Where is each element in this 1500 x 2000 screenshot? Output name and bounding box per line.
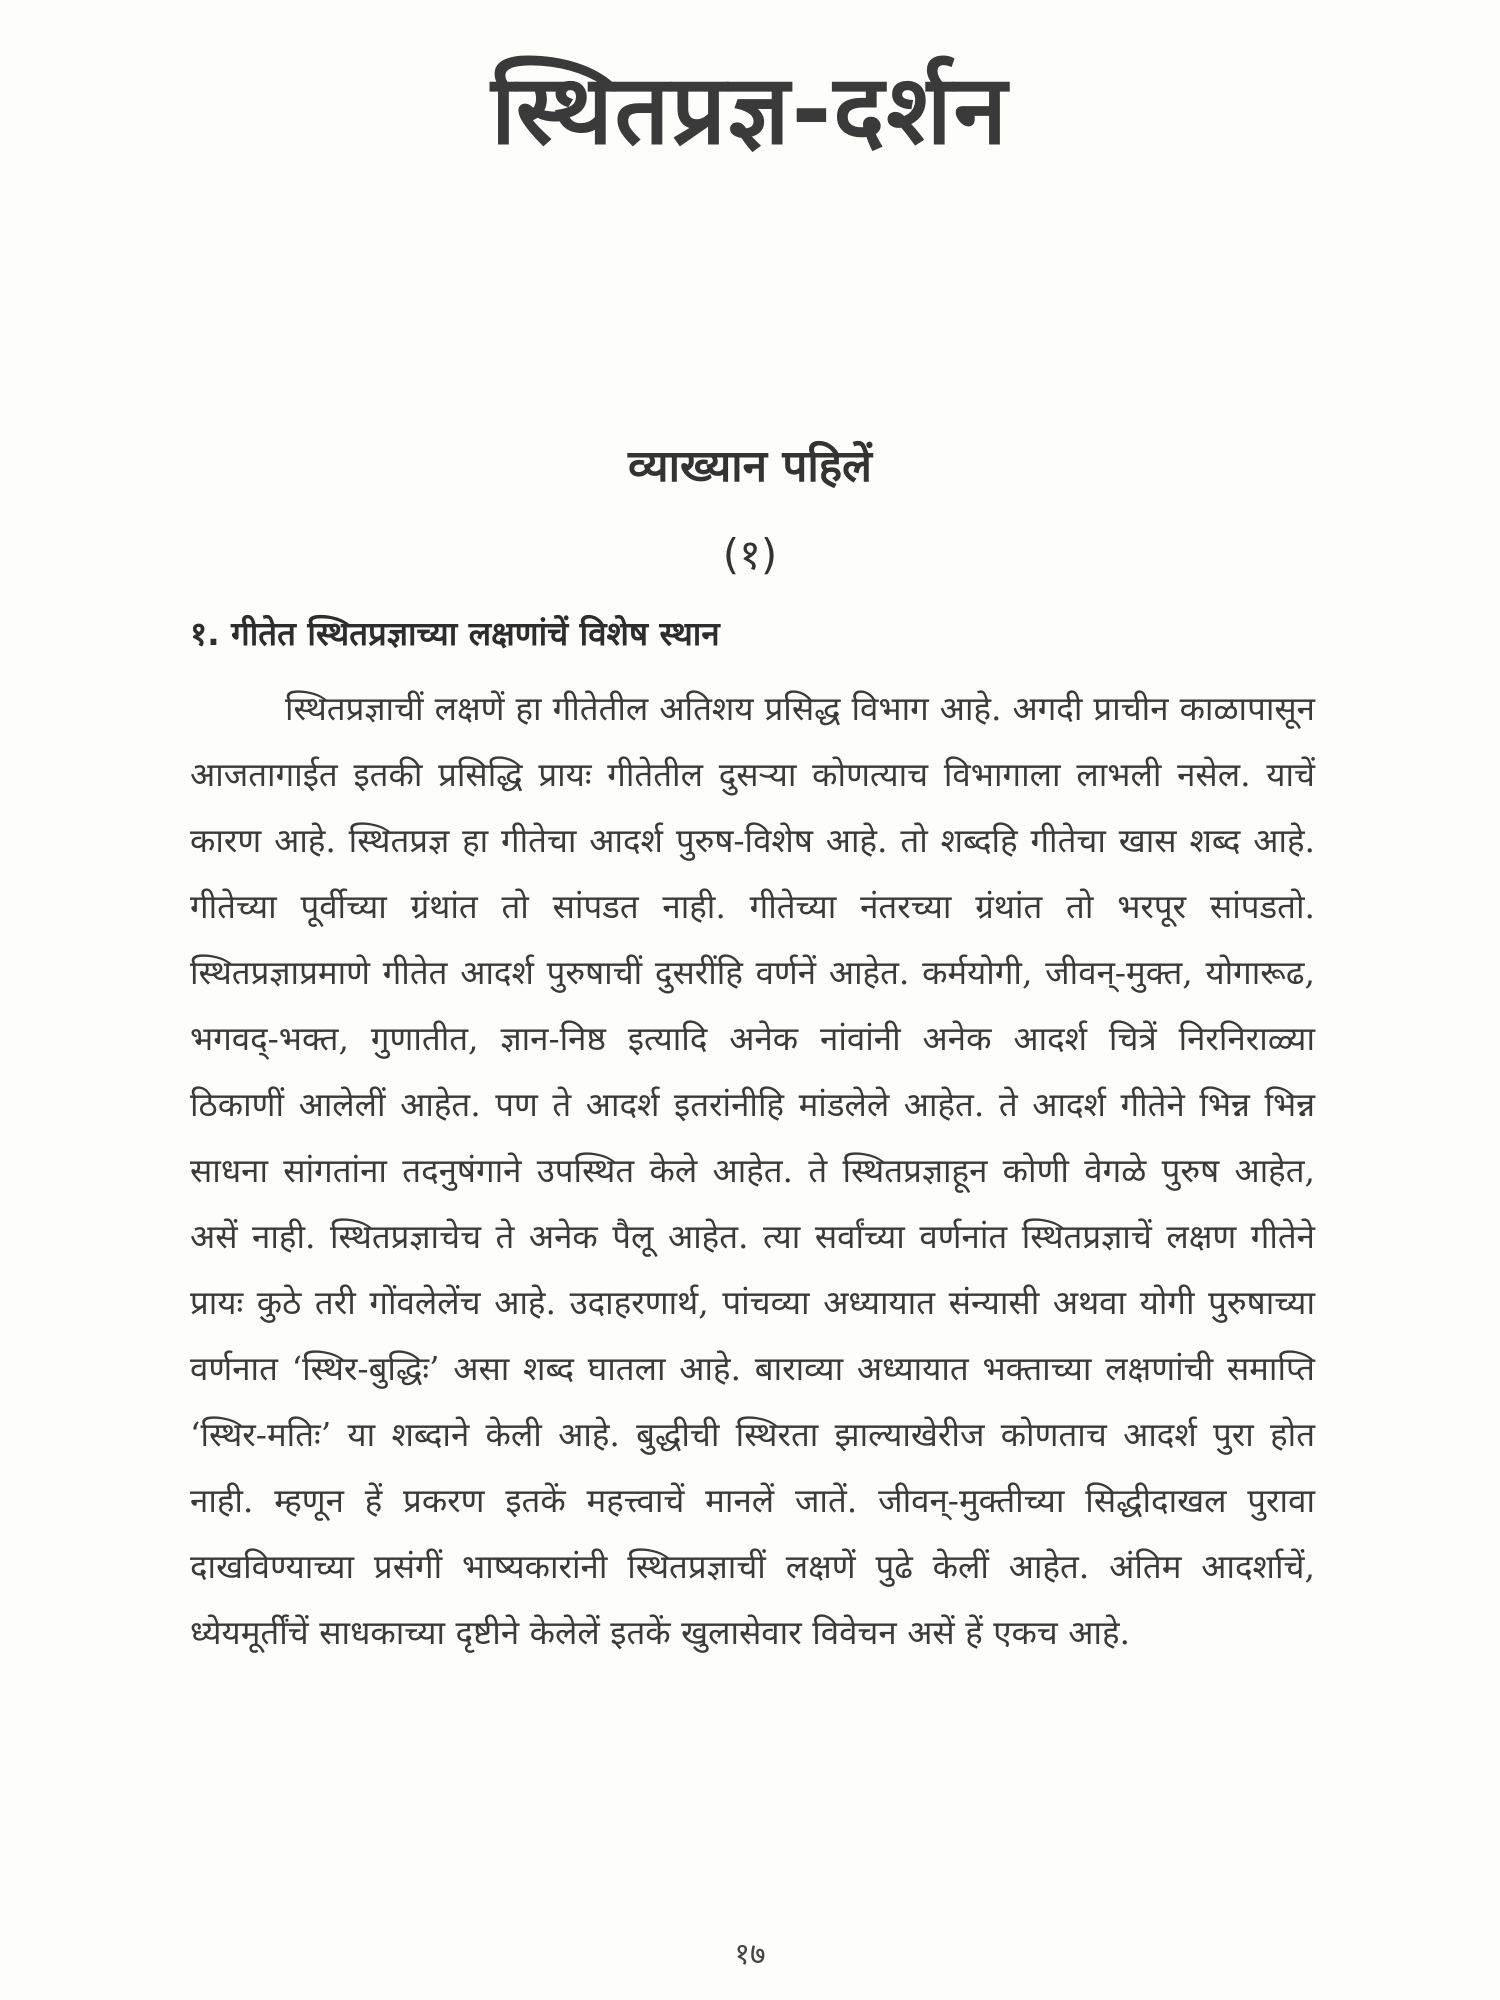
book-title: स्थितप्रज्ञ-दर्शन xyxy=(491,54,1009,166)
body-paragraph: स्थितप्रज्ञाचीं लक्षणें हा गीतेतील अतिशय प्रसिद्ध विभाग आहे. अगदी प्राचीन काळापासून आजतागाईत इतकी प्रसिद्धि प्रायः गीतेतील दुसऱ्या कोणत्याच विभागाला लाभली नसेल. याचें कारण आहे. स्थितप्रज्ञ हा गीतेचा आदर्श पुरुष-विशेष आहे. तो शब्दहि गीतेचा खास शब्द आहे. गीतेच्या पूर्वीच्या ग्रंथांत तो सांपडत नाही. गीतेच्या नंतरच्या ग्रंथांत तो भरपूर सांपडतो. स्थितप्रज्ञाप्रमाणे गीतेत आदर्श पुरुषाचीं दुसरींहि वर्णनें आहेत. कर्मयोगी, जीवन्-मुक्त, योगारूढ, भगवद्-भक्त, गुणातीत, ज्ञान-निष्ठ इत्यादि अनेक नांवांनी अनेक आदर्श चित्रें निरनिराळ्या ठिकाणीं आलेलीं आहेत. पण ते आदर्श इतरांनीहि मांडलेले आहेत. ते आदर्श गीतेने भिन्न भिन्न साधना सांगतांना तदनुषंगाने उपस्थित केले आहेत. ते स्थितप्रज्ञाहून कोणी वेगळे पुरुष आहेत, असें नाही. स्थितप्रज्ञाचेच ते अनेक पैलू आहेत. त्या सर्वांच्या वर्णनांत स्थितप्रज्ञाचें लक्षण गीतेने प्रायः कुठे तरी गोंवलेलेंच आहे. उदाहरणार्थ, पांचव्या अध्यायात संन्यासी अथवा योगी पुरुषाच्या वर्णनात ‘स्थिर-बुद्धिः’ असा शब्द घातला आहे. बाराव्या अध्यायात भक्ताच्या लक्षणांची समाप्ति ‘स्थिर-मतिः’ या शब्दाने केली आहे. बुद्धीची स्थिरता झाल्याखेरीज कोणताच आदर्श पुरा होत नाही. म्हणून हें प्रकरण इतकें महत्त्वाचें मानलें जातें. जीवन्-मुक्तीच्या सिद्धीदाखल पुरावा दाखविण्याच्या प्रसंगीं भाष्यकारांनी स्थितप्रज्ञाचीं लक्षणें पुढे केलीं आहेत. अंतिम आदर्शाचें, ध्येयमूर्तींचें साधकाच्या दृष्टीने केलेलें इतकें खुलासेवार विवेचन असें हें एकच आहे. xyxy=(190,689,1315,1652)
subsection-heading: १. गीतेत स्थितप्रज्ञाच्या लक्षणांचें विशेष स्थान xyxy=(190,614,720,653)
page-number: १७ xyxy=(734,1937,766,1972)
lecture-heading: व्याख्यान पहिलें xyxy=(628,441,872,492)
section-number: (१) xyxy=(722,530,778,579)
